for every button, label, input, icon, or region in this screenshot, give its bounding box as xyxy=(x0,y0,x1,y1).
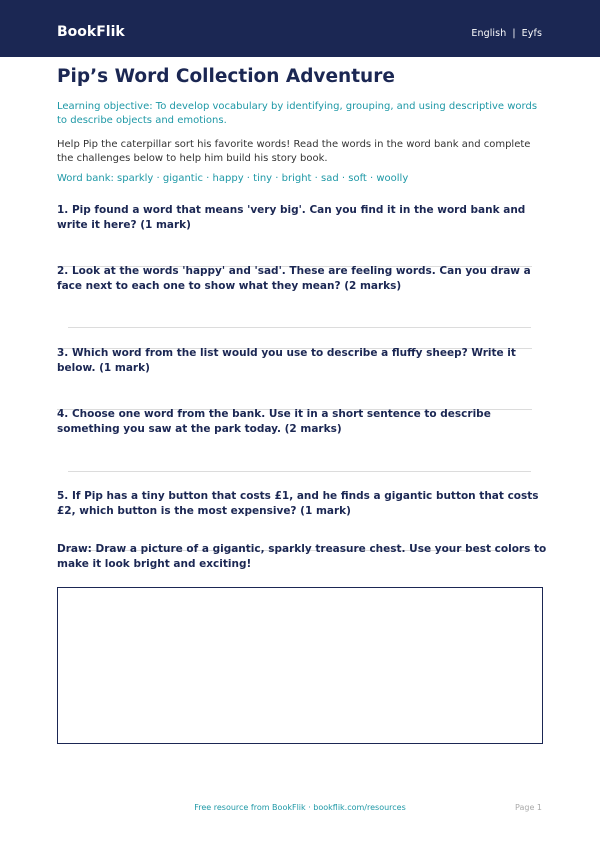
page-number: Page 1 xyxy=(515,803,542,812)
answer-line-2 xyxy=(68,327,531,328)
intro-text: Help Pip the caterpillar sort his favorite words! Read the words in the word bank and complete the challenges below to help him build his story book. xyxy=(57,139,531,164)
page-title: Pip’s Word Collection Adventure xyxy=(57,66,395,87)
separator: | xyxy=(512,28,516,39)
brand-logo[interactable]: BookFlik xyxy=(57,24,125,40)
answer-line-5 xyxy=(68,471,531,472)
question-2: 2. Look at the words 'happy' and 'sad'. These are feeling words. Can you draw a face next to each one to show what they mean? (2 marks) xyxy=(57,265,531,292)
footer-resource-link[interactable]: Free resource from BookFlik · bookflik.com/resources xyxy=(194,803,406,812)
question-5: 5. If Pip has a tiny button that costs £1, and he finds a gigantic button that costs £2, which button is the most expensive? (1 mark) xyxy=(57,490,539,517)
header-bar xyxy=(0,0,600,57)
question-3: 3. Which word from the list would you use to describe a fluffy sheep? Write it below. (1 mark) xyxy=(57,347,516,374)
learning-objective: Learning objective: To develop vocabulary by identifying, grouping, and using descriptive words to describe objects and emotions. xyxy=(57,101,538,126)
drawing-box[interactable] xyxy=(57,587,543,744)
question-4: 4. Choose one word from the bank. Use it in a short sentence to describe something you saw at the park today. (2 marks) xyxy=(57,408,491,435)
level-label[interactable]: Eyfs xyxy=(521,28,542,39)
word-bank: Word bank: sparkly · gigantic · happy · tiny · bright · sad · soft · woolly xyxy=(57,173,409,184)
language-label[interactable]: English xyxy=(471,28,507,39)
language-level-indicator xyxy=(471,28,542,39)
draw-task: Draw: Draw a picture of a gigantic, sparkly treasure chest. Use your best colors to make it look bright and exciting! xyxy=(57,543,547,570)
question-1: 1. Pip found a word that means 'very big'. Can you find it in the word bank and write it here? (1 mark) xyxy=(57,204,526,231)
